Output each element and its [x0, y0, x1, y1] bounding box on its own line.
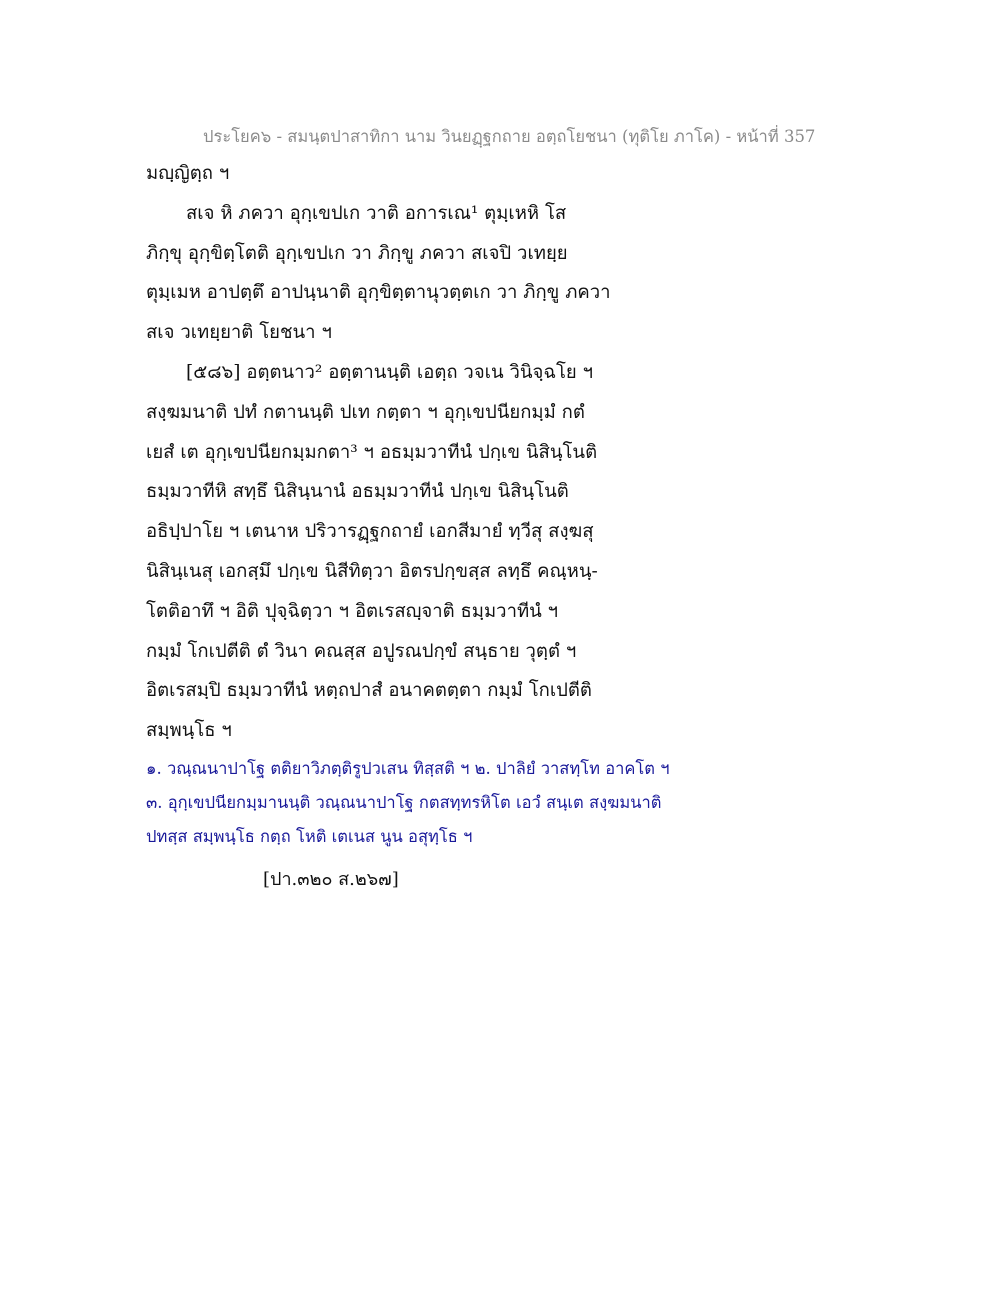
footnotes — [146, 752, 866, 854]
text-line: อธิปฺปาโย ฯ เตนาห ปริวารฏฺฐกถายํ เอกสีมายํ ทฺวีสุ สงฺฆสุ — [146, 521, 594, 543]
text-line: ตุมฺเมห อาปตฺตึ อาปนฺนาติ อุกฺขิตฺตานุวตฺตเก วา ภิกฺขู ภควา — [146, 282, 611, 304]
text-line: ภิกฺขุ อุกฺขิตฺโตติ อุกฺเขปเก วา ภิกฺขู ภควา สเจปิ วเทยฺย — [146, 242, 568, 264]
footnote-line: ๓. อุกฺเขปนียกมฺมานนฺติ วณฺณนาปาโฐ กตสทฺทรหิโต เอวํ สนฺเต สงฺฆมนาติ — [146, 793, 662, 812]
text-line: สเจ วเทยฺยาติ โยชนา ฯ — [146, 322, 332, 344]
text-line: กมฺมํ โกเปตีติ ตํ วินา คณสฺส อปูรณปกฺขํ สนฺธาย วุตฺตํ ฯ — [146, 640, 577, 662]
footnote-line: ปทสฺส สมฺพนฺโธ กตฺถ โหติ เตเนส นูน อสุทฺโธ ฯ — [146, 827, 473, 846]
text-line: ธมฺมวาทีหิ สทฺธึ นิสินฺนานํ อธมฺมวาทีนํ ปกฺเข นิสินฺโนติ — [146, 481, 569, 503]
footnote-line: ๑. วณฺณนาปาโฐ ตติยาวิภตฺติรูปวเสน ทิสฺสติ ฯ ๒. ปาลิยํ วาสทฺโท อาคโต ฯ — [146, 759, 670, 778]
main-text — [146, 158, 846, 755]
text-line: นิสินฺเนสุ เอกสฺมึ ปกฺเข นิสีทิตฺวา อิตรปกฺขสฺส ลทฺธึ คณฺหนฺ- — [146, 560, 598, 582]
page-reference: [ปา.๓๒๐ ส.๒๖๗] — [263, 869, 399, 890]
text-line: [๕๘๖] อตฺตนาว² อตฺตานนฺติ เอตฺถ วจเน วินิจฺฉโย ฯ — [186, 361, 594, 383]
text-line: มญฺญิตฺถ ฯ — [146, 163, 230, 184]
running-header: ประโยค๖ - สมนฺตปาสาทิกา นาม วินยฏฺฐกถาย อตฺถโยชนา (ทุติโย ภาโค) - หน้าที่ 357 — [203, 127, 816, 146]
text-line: สงฺฆมนาติ ปทํ กตานนฺติ ปเท กตฺตา ฯ อุกฺเขปนียกมฺมํ กตํ — [146, 401, 585, 423]
text-line: สเจ หิ ภควา อุกฺเขปเก วาติ อการเณ¹ ตุมฺเหหิ โส — [186, 202, 567, 224]
text-line: อิตเรสมฺปิ ธมฺมวาทีนํ หตฺถปาสํ อนาคตตฺตา กมฺมํ โกเปตีติ — [146, 680, 592, 702]
text-line: โตติอาทึ ฯ อิติ ปุจฺฉิตฺวา ฯ อิตเรสญฺจาติ ธมฺมวาทีนํ ฯ — [146, 600, 559, 622]
text-line: สมฺพนฺโธ ฯ — [146, 720, 232, 742]
text-line: เยสํ เต อุกฺเขปนียกมฺมกตา³ ฯ อธมฺมวาทีนํ ปกฺเข นิสินฺโนติ — [146, 441, 598, 463]
